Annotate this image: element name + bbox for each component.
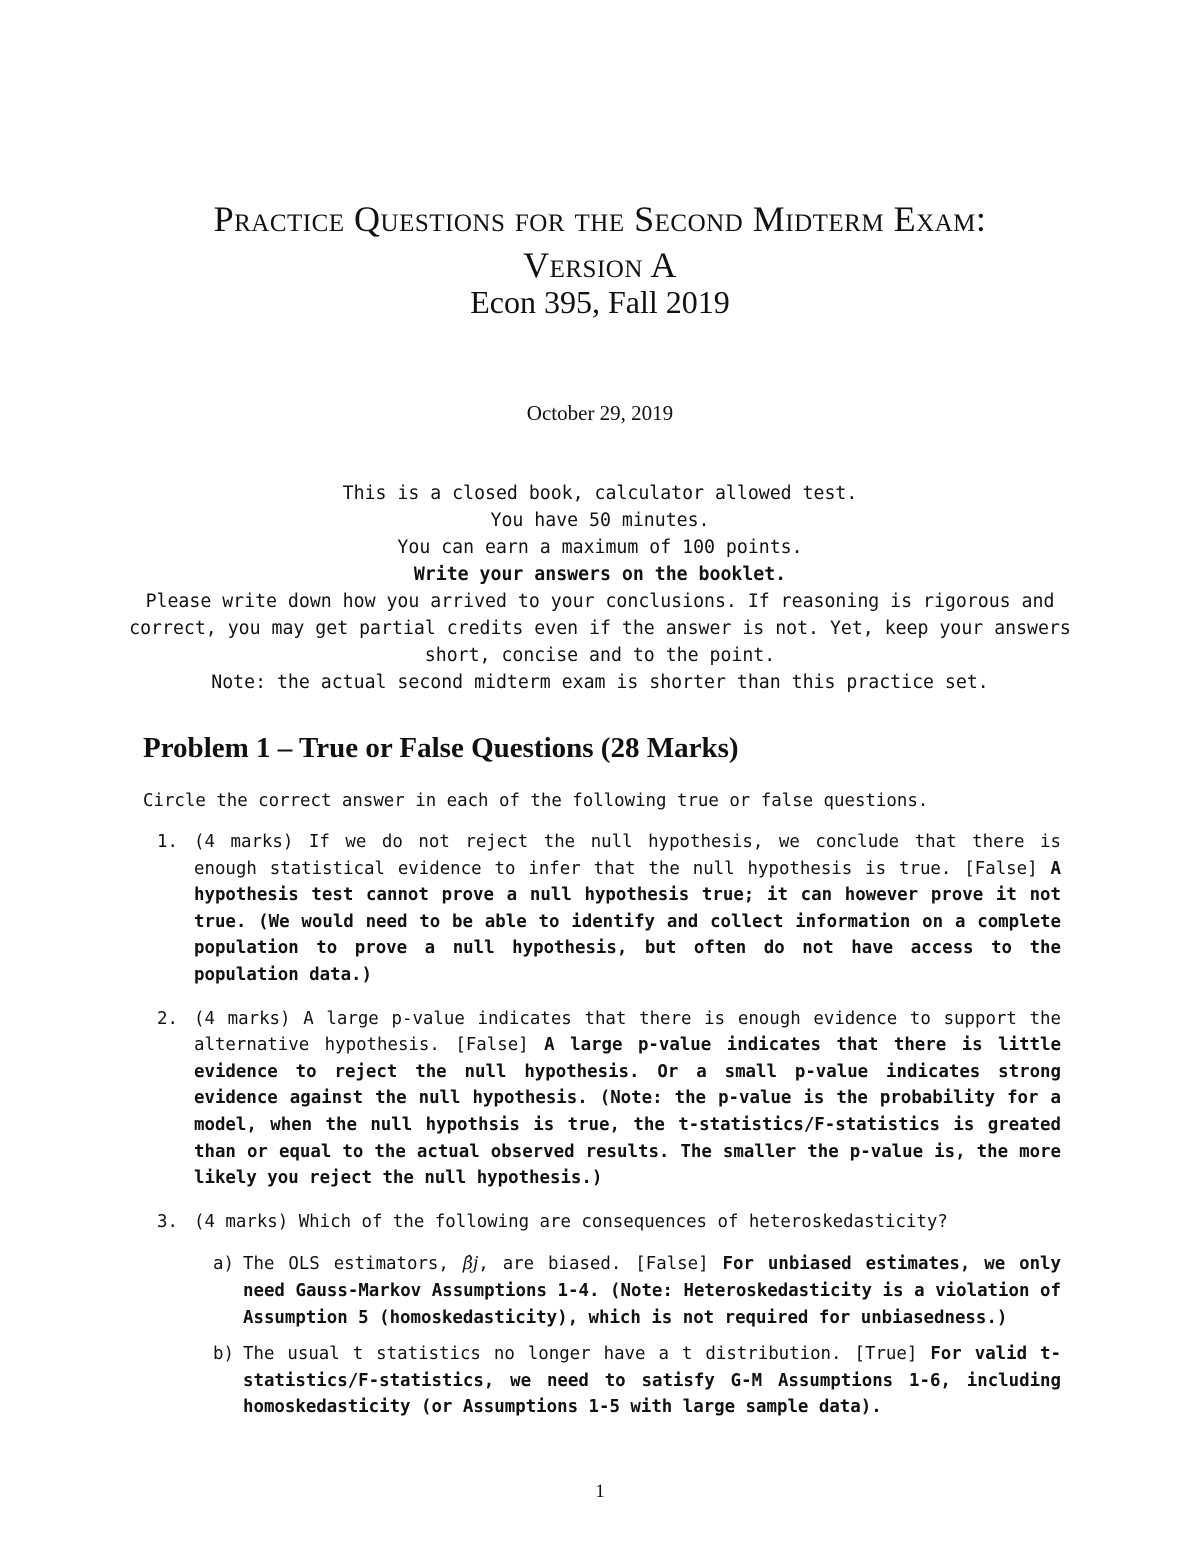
problem-intro: Circle the correct answer in each of the following true or false questions. (143, 791, 929, 811)
title-line-1: Practice Questions for the Second Midterm Exam: (213, 199, 987, 239)
answer-verdict: [False] (455, 1035, 529, 1056)
question-item (143, 1209, 1061, 1421)
sub-question (143, 1251, 1061, 1331)
instruction-note: Note: the actual second midterm exam is shorter than this practice set. (211, 672, 989, 693)
exam-instructions (120, 480, 1080, 696)
sub-question-label: b) (213, 1344, 234, 1365)
question-number: 3. (157, 1211, 178, 1232)
document-title (0, 196, 1200, 288)
question-list (143, 829, 1061, 1438)
instruction-paragraph: Please write down how you arrived to your conclusions. If reasoning is rigorous and correct, you may get partial credits even if the answer is not. Yet, keep your answers short, concise and to the point. (129, 591, 1071, 666)
answer-verdict: [False] (964, 858, 1038, 879)
sub-question (143, 1341, 1061, 1421)
sub-question-prompt: The usual t statistics no longer have a t distribution. (243, 1344, 842, 1365)
page-number: 1 (595, 1481, 605, 1502)
answer-explanation: For unbiased estimates, we only need Gauss-Markov Assumptions 1-4. (Note: Heteroskedasticity is a violation of Assumption 5 (homoskedasticity), which is not required for unbiasedness.) (243, 1254, 1061, 1328)
question-stem (143, 1209, 1061, 1236)
instruction-line: This is a closed book, calculator allowed test. (342, 483, 858, 504)
title-line-2: Version A (523, 245, 677, 285)
sub-question-prompt-end: , are biased. (478, 1254, 622, 1275)
answer-explanation: For valid t-statistics/F-statistics, we need to satisfy G-M Assumptions 1-6, including homoskedasticity (or Assumptions 1-5 with large sample data). (243, 1344, 1061, 1418)
question-item (143, 829, 1061, 989)
exam-date: October 29, 2019 (526, 401, 674, 425)
instruction-line: You can earn a maximum of 100 points. (397, 537, 803, 558)
sub-question-prompt: The OLS estimators, (243, 1254, 449, 1275)
course-name: Econ 395, Fall 2019 (470, 284, 730, 320)
answer-verdict: [True] (854, 1344, 918, 1365)
problem-heading: Problem 1 – True or False Questions (28 Marks) (143, 732, 739, 764)
question-number: 2. (157, 1008, 178, 1029)
question-prompt: (4 marks) If we do not reject the null hypothesis, we conclude that there is enough statistical evidence to infer that the null hypothesis is true. (194, 832, 1061, 879)
question-number: 1. (157, 832, 178, 852)
answer-explanation: A hypothesis test cannot prove a null hypothesis true; it can however prove it not true. (We would need to be able to identify and collect information on a complete population to prove a null hypothesis, but often do not have access to the population data.) (194, 858, 1061, 985)
answer-verdict: [False] (635, 1254, 709, 1275)
sub-question-label: a) (213, 1254, 234, 1275)
instruction-line-bold: Write your answers on the booklet. (413, 564, 787, 585)
question-prompt: (4 marks) Which of the following are consequences of heteroskedasticity? (194, 1211, 948, 1232)
question-prompt: (4 marks) A large p-value indicates that there is enough evidence to support the alternative hypothesis. (194, 1008, 1061, 1056)
instruction-line: You have 50 minutes. (490, 510, 710, 531)
beta-hat-symbol: β̂j (462, 1254, 479, 1275)
question-item (143, 1006, 1061, 1192)
answer-explanation: A large p-value indicates that there is little evidence to reject the null hypothesis. Or a small p-value indicates strong evidence against the null hypothesis. (Note: the p-value is the probability for a model, when the null hypothsis is true, the t-statistics/F-statistics is greated than or equal to the actual observed results. The smaller the p-value is, the more likely you reject the null hypothesis.) (194, 1035, 1061, 1189)
